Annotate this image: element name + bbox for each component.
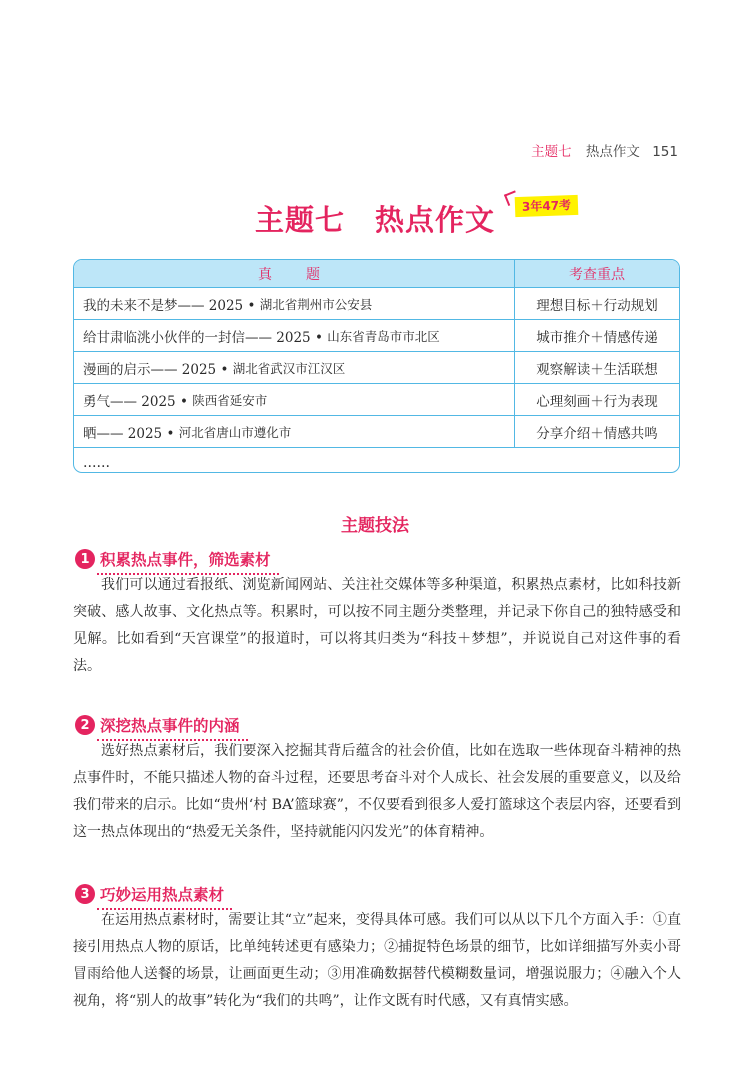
title-block <box>0 198 750 239</box>
table-row <box>74 416 679 448</box>
running-head-topic: 主题七 <box>531 144 572 160</box>
running-head <box>531 140 678 160</box>
question-focus: 城市推介＋情感传递 <box>536 329 658 346</box>
question-focus: 观察解读＋生活联想 <box>536 361 658 378</box>
table-row <box>74 384 679 416</box>
question-focus: 分享介绍＋情感共鸣 <box>536 425 658 442</box>
tip-heading-text: 积累热点事件，筛选素材 <box>100 551 271 569</box>
running-head-title: 热点作文 <box>585 144 640 160</box>
page-title: 主题七 热点作文 <box>254 203 495 237</box>
number-2-icon: 2 <box>75 715 95 735</box>
table-row <box>74 320 679 352</box>
table-header <box>74 260 679 288</box>
table-header-focus: 考查重点 <box>569 266 625 283</box>
exam-table <box>73 259 680 473</box>
question-title: 给甘肃临洮小伙伴的一封信—— 2025 • <box>83 329 323 346</box>
question-location: 湖北省荆州市公安县 <box>259 296 373 312</box>
question-location: 河北省唐山市遵化市 <box>178 424 292 440</box>
question-focus: 理想目标＋行动规划 <box>536 297 658 314</box>
tip-heading-text: 巧妙运用热点素材 <box>100 886 225 904</box>
tip-heading-1 <box>75 548 271 570</box>
table-row-ellipsis <box>74 448 679 473</box>
table-row <box>74 352 679 384</box>
table-row <box>74 288 679 320</box>
table-header-questions: 真 题 <box>74 260 515 287</box>
number-1-icon: 1 <box>75 549 95 569</box>
table-ellipsis: …… <box>83 455 110 471</box>
tip-heading-text: 深挖热点事件的内涵 <box>100 717 240 735</box>
tip-body-2: 选好热点素材后，我们要深入挖掘其背后蕴含的社会价值，比如在选取一些体现奋斗精神的热点事件时，不能只描述人物的奋斗过程，还要思考奋斗对个人成长、社会发展的重要意义，以及给我们带来的启示。比如“贵州‘村 BA’篮球赛”，不仅要看到很多人爱打篮球这个表层内容，还要看到这一热点体现出的“热爱无关条件，坚持就能闪闪发光”的体育精神。 <box>73 743 681 840</box>
exam-count-badge: 3年47考 <box>515 195 579 217</box>
tip-heading-2 <box>75 714 240 736</box>
question-title: 漫画的启示—— 2025 • <box>83 361 229 378</box>
tip-body-3: 在运用热点素材时，需要让其“立”起来，变得具体可感。我们可以从以下几个方面入手：①直接引用热点人物的原话，比单纯转述更有感染力；②捕捉特色场景的细节，比如详细描写外卖小哥冒雨给他人送餐的场景，让画面更生动；③用准确数据替代模糊数量词，增强说服力；④融入个人视角，将“别人的故事”转化为“我们的共鸣”，让作文既有时代感，又有真情实感。 <box>73 912 681 1009</box>
section-heading: 主题技法 <box>341 516 409 536</box>
question-location: 陕西省延安市 <box>192 392 268 408</box>
number-3-icon: 3 <box>75 884 95 904</box>
page-number: 151 <box>652 144 678 160</box>
question-title: 晒—— 2025 • <box>83 425 175 442</box>
question-focus: 心理刻画＋行为表现 <box>536 393 658 410</box>
question-location: 湖北省武汉市江汉区 <box>232 360 346 376</box>
question-title: 勇气—— 2025 • <box>83 393 188 410</box>
question-title: 我的未来不是梦—— 2025 • <box>83 297 256 314</box>
tip-body-1: 我们可以通过看报纸、浏览新闻网站、关注社交媒体等多种渠道，积累热点素材，比如科技新突破、感人故事、文化热点等。积累时，可以按不同主题分类整理，并记录下你自己的独特感受和见解。比如看到“天宫课堂”的报道时，可以将其归类为“科技＋梦想”，并说说自己对这件事的看法。 <box>73 577 681 674</box>
question-location: 山东省青岛市市北区 <box>327 328 440 344</box>
tip-heading-3 <box>75 883 224 905</box>
